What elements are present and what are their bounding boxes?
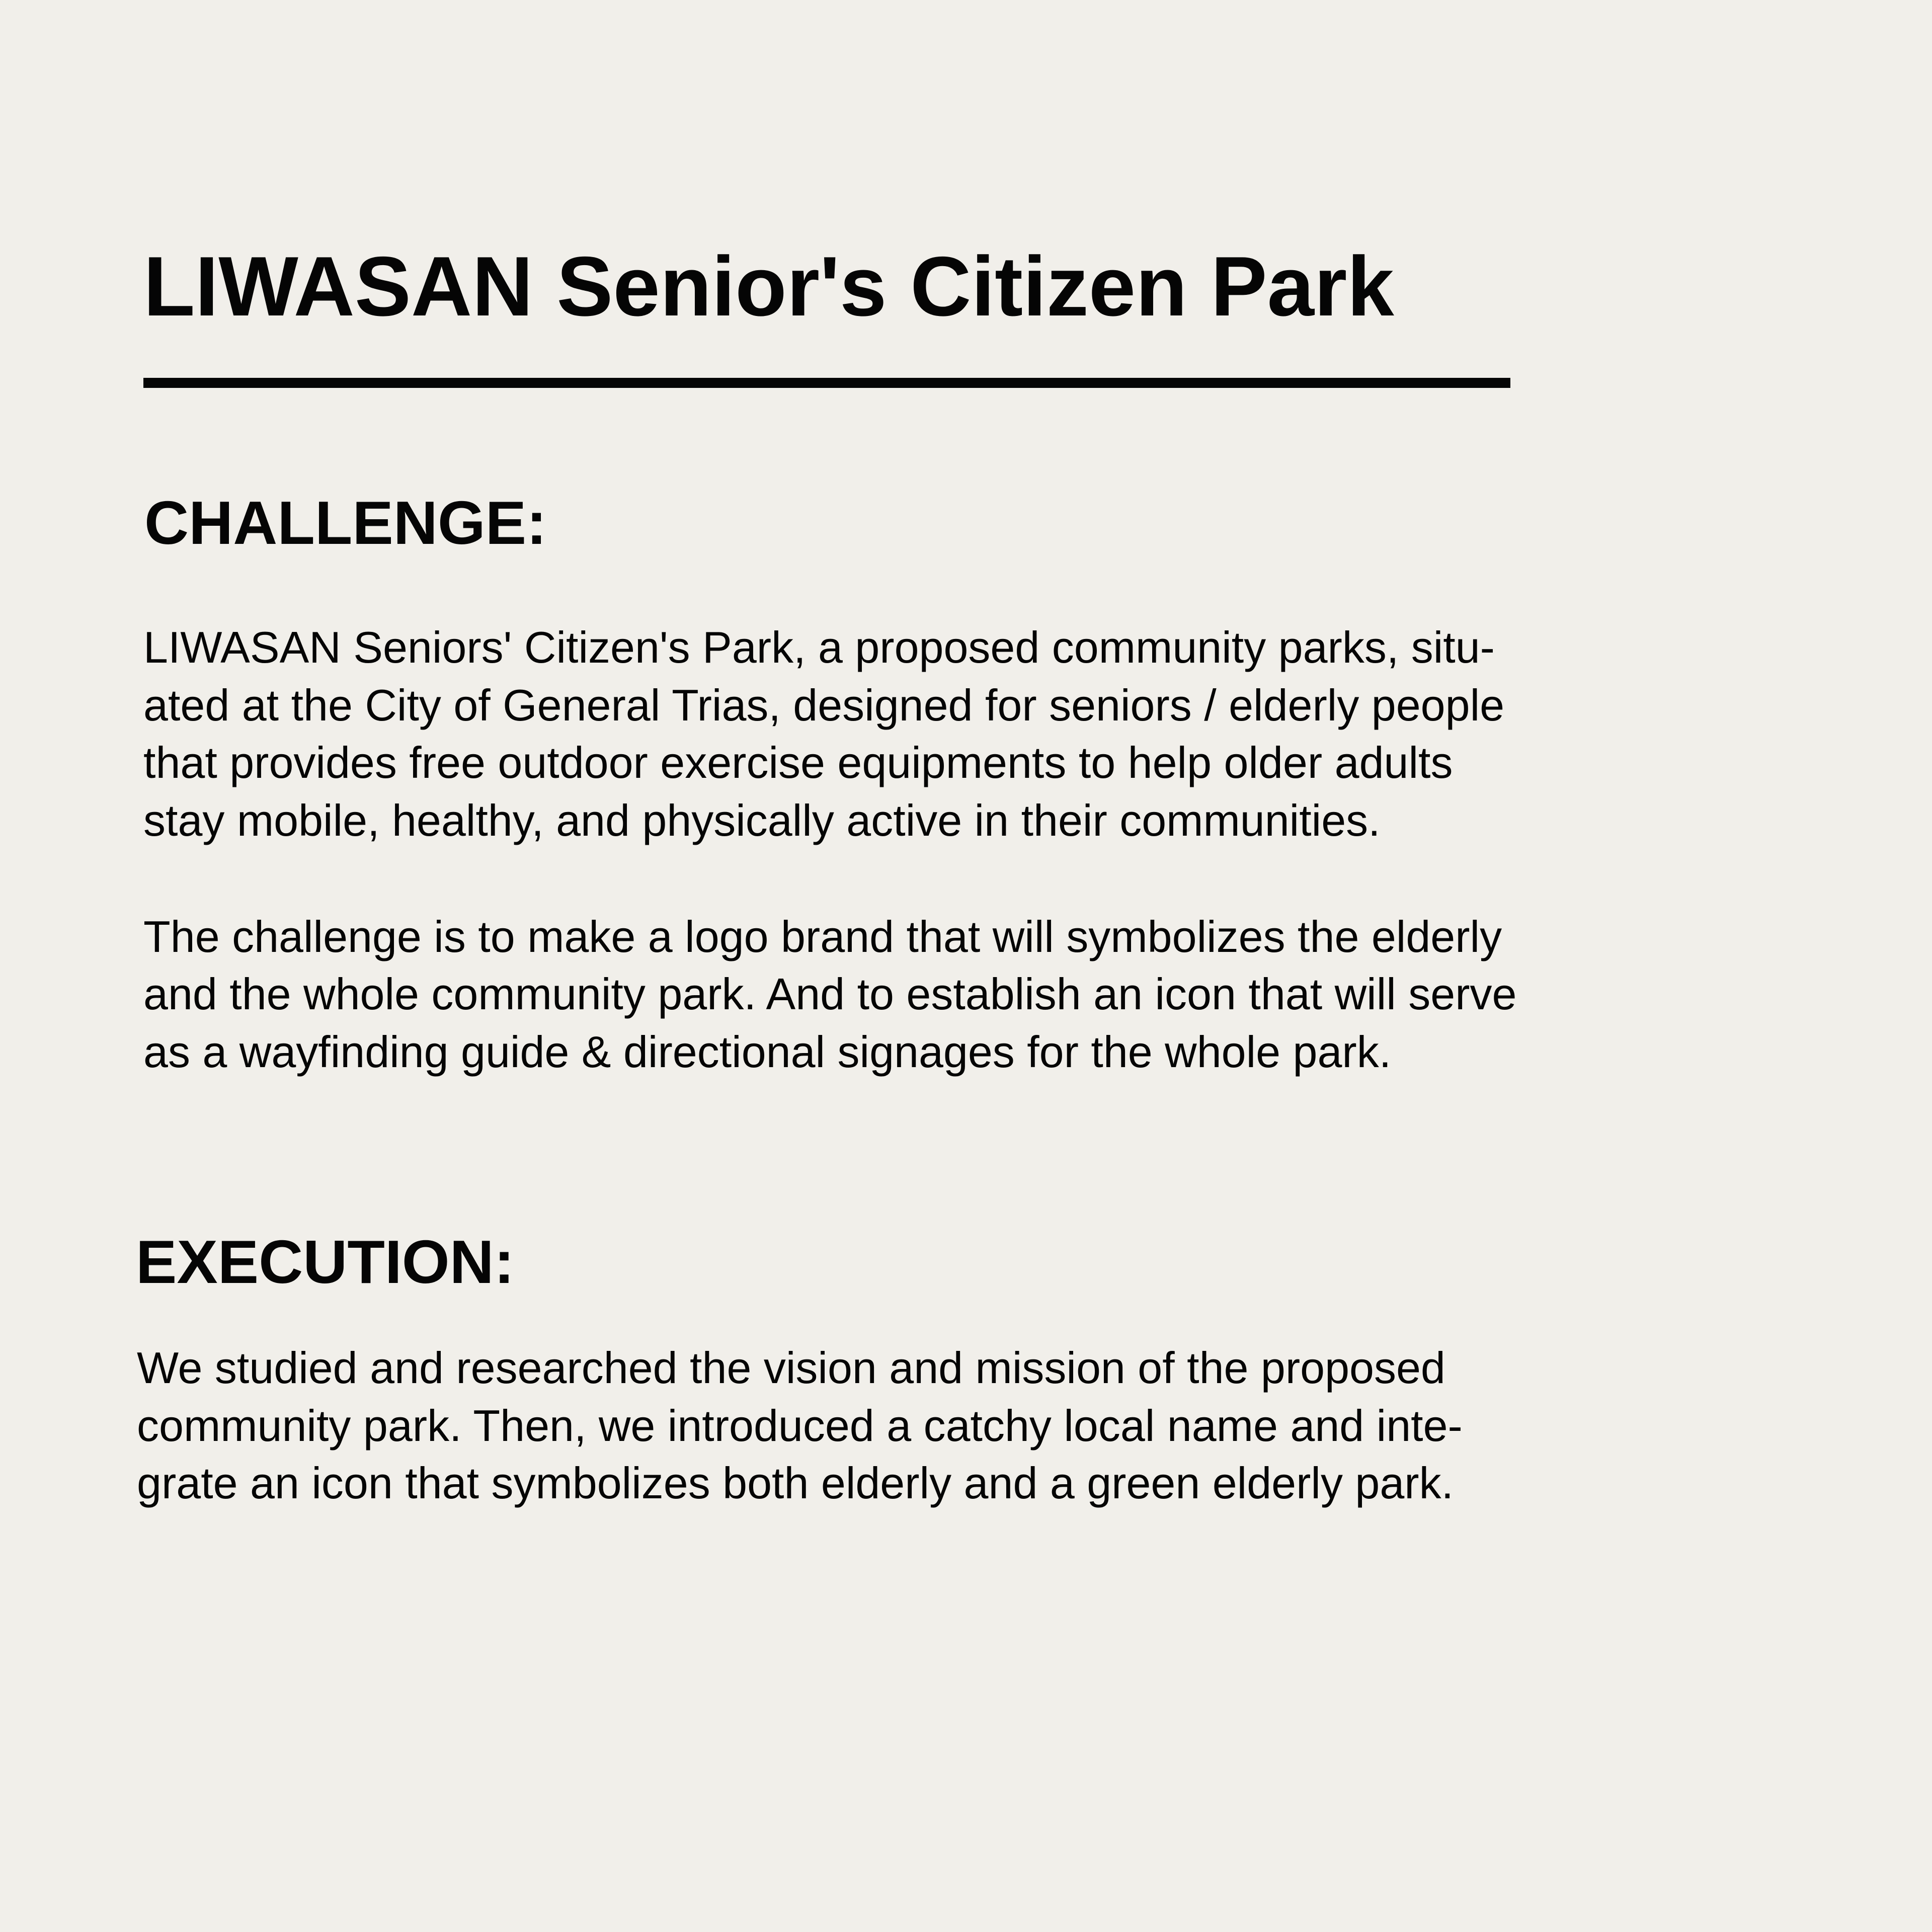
challenge-paragraph-1-line-4: stay mobile, healthy, and physically active in their communities. — [143, 795, 1381, 845]
title-underline — [143, 378, 1510, 388]
page-title: LIWASAN Senior's Citizen Park — [143, 239, 1394, 334]
challenge-paragraph-2-line-1: The challenge is to make a logo brand that will symbolizes the elderly — [143, 912, 1502, 961]
challenge-paragraph-2-line-3: as a wayfinding guide & directional signages for the whole park. — [143, 1027, 1392, 1077]
execution-heading: EXECUTION: — [136, 1228, 515, 1296]
challenge-paragraph-2-line-2: and the whole community park. And to establish an icon that will serve — [143, 969, 1517, 1019]
execution-paragraph-line-2: community park. Then, we introduced a catchy local name and inte- — [137, 1401, 1463, 1451]
challenge-paragraph-1-line-3: that provides free outdoor exercise equipments to help older adults — [143, 738, 1453, 787]
execution-paragraph-line-3: grate an icon that symbolizes both elderly and a green elderly park. — [137, 1458, 1454, 1508]
execution-paragraph-line-1: We studied and researched the vision and mission of the proposed — [137, 1343, 1445, 1393]
challenge-paragraph-1-line-2: ated at the City of General Trias, designed for seniors / elderly people — [143, 680, 1505, 730]
challenge-heading: CHALLENGE: — [144, 489, 547, 557]
challenge-paragraph-1-line-1: LIWASAN Seniors' Citizen's Park, a proposed community parks, situ- — [143, 622, 1495, 672]
